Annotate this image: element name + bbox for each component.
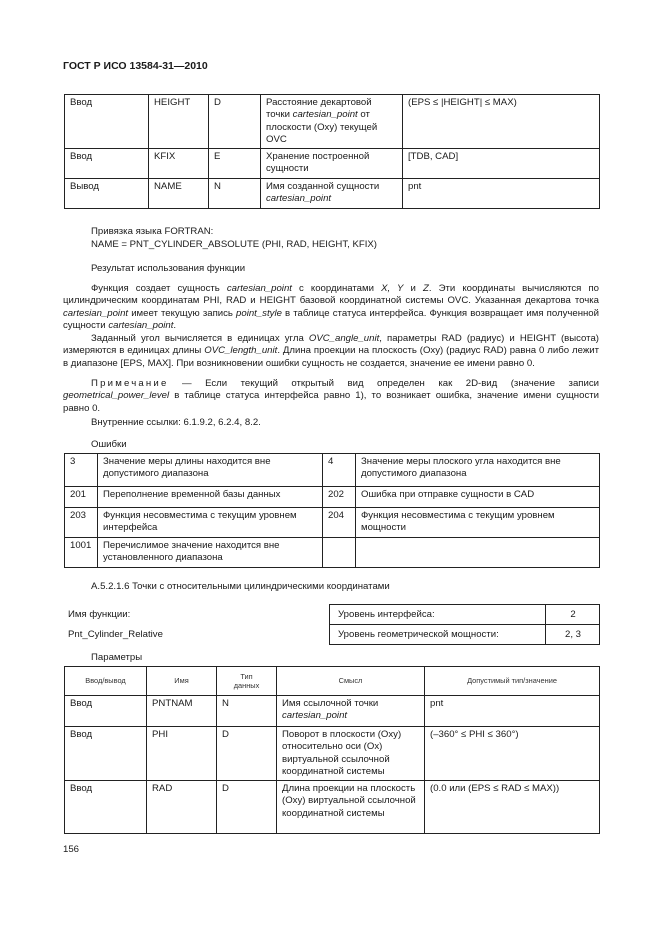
top-parameter-table	[64, 94, 600, 209]
table-row	[65, 95, 600, 149]
text: , параметры RAD (радиус) и HEIGHT (высота) измеряются в единицах длины	[63, 332, 599, 357]
paragraph-1	[63, 283, 599, 333]
text: Функция создает сущность	[91, 283, 227, 294]
table-row	[330, 625, 600, 645]
cell-description	[261, 178, 403, 208]
page-number: 156	[63, 844, 80, 855]
table-row	[65, 780, 600, 833]
desc-italic: cartesian_point	[292, 109, 358, 121]
body-text	[63, 283, 599, 370]
function-name-value: Pnt_Cylinder_Relative	[68, 629, 163, 640]
error-code: 201	[65, 487, 98, 508]
error-code: 3	[65, 454, 98, 487]
cell-direction: Ввод	[65, 148, 149, 178]
cell-type: D	[217, 727, 277, 781]
cell-direction: Ввод	[65, 780, 147, 833]
binding-signature: NAME = PNT_CYLINDER_ABSOLUTE (PHI, RAD, HEIGHT, KFIX)	[91, 239, 378, 250]
text: с координатами	[291, 283, 382, 294]
italic-term: Z	[422, 283, 429, 294]
error-message: Значение меры плоского угла находится вне допустимого диапазона	[356, 454, 600, 487]
interface-level-value: 2	[546, 605, 600, 625]
error-message	[356, 538, 600, 568]
cell-name: KFIX	[149, 148, 209, 178]
desc-italic: cartesian_point	[266, 193, 332, 205]
cell-type: E	[209, 148, 261, 178]
cell-type: N	[217, 696, 277, 727]
table-row	[65, 178, 600, 208]
text: в таблице статуса интерфейса. Функция возвращает имя полученной сущности	[63, 307, 599, 332]
cell-direction: Ввод	[65, 95, 149, 149]
table-row	[65, 487, 600, 508]
error-code: 1001	[65, 538, 98, 568]
cell-range: pnt	[425, 696, 600, 727]
error-message: Значение меры длины находится вне допустимого диапазона	[98, 454, 323, 487]
result-heading: Результат использования функции	[91, 263, 246, 274]
text: — Если текущий открытый вид определен как 2D-вид (значение записи	[168, 378, 599, 389]
italic-term: cartesian_point	[226, 283, 292, 294]
cell-range: pnt	[403, 178, 600, 208]
column-header: Тип данных	[217, 667, 277, 696]
column-header: Смысл	[277, 667, 425, 696]
table-header-row	[65, 667, 600, 696]
text: и	[403, 283, 423, 294]
italic-term: X, Y	[381, 283, 404, 294]
error-message: Ошибка при отправке сущности в CAD	[356, 487, 600, 508]
errors-heading: Ошибки	[91, 439, 127, 450]
binding-label: Привязка языка FORTRAN:	[91, 226, 214, 237]
italic-term: OVC_length_unit	[204, 345, 278, 357]
cell-range: (EPS ≤ |HEIGHT| ≤ MAX)	[403, 95, 600, 149]
cell-direction: Ввод	[65, 727, 147, 781]
cell-name: NAME	[149, 178, 209, 208]
table-row	[65, 727, 600, 781]
params-heading: Параметры	[91, 652, 143, 663]
error-code: 204	[323, 508, 356, 538]
power-level-label: Уровень геометрической мощности:	[330, 625, 546, 645]
error-code: 202	[323, 487, 356, 508]
italic-term: cartesian_point	[63, 307, 129, 319]
text: в таблице статуса интерфейса равно 1), то возникает ошибка, значение имени сущности равно 0.	[63, 390, 599, 414]
desc-italic: cartesian_point	[282, 710, 348, 722]
note-paragraph	[63, 378, 599, 415]
italic-term: geometrical_power_level	[63, 390, 170, 402]
function-name-label: Имя функции:	[68, 609, 131, 620]
cell-range: (–360° ≤ PHI ≤ 360°)	[425, 727, 600, 781]
desc-text: Хранение построенной сущности	[266, 150, 370, 175]
internal-refs: Внутренние ссылки: 6.1.9.2, 6.2.4, 8.2.	[91, 417, 261, 428]
column-header: Имя	[147, 667, 217, 696]
parameters-table	[64, 666, 600, 834]
cell-name: HEIGHT	[149, 95, 209, 149]
italic-term: point_style	[236, 307, 282, 319]
cell-name: PHI	[147, 727, 217, 781]
desc-text: Расстояние декартовой точки	[266, 97, 372, 121]
cell-name: RAD	[147, 780, 217, 833]
text: .	[173, 320, 177, 332]
error-code: 203	[65, 508, 98, 538]
power-level-value: 2, 3	[546, 625, 600, 645]
error-message: Перечислимое значение находится вне установленного диапазона	[98, 538, 323, 568]
cell-name: PNTNAM	[147, 696, 217, 727]
desc-text: Имя созданной сущности	[266, 180, 380, 192]
table-row	[65, 508, 600, 538]
cell-description: Поворот в плоскости (Oxy) относительно оси (Ox) виртуальной ссылочной координатной системы	[277, 727, 425, 781]
table-row	[65, 454, 600, 487]
table-row	[65, 696, 600, 727]
cell-range: [TDB, CAD]	[403, 148, 600, 178]
column-header: Ввод/вывод	[65, 667, 147, 696]
interface-level-label: Уровень интерфейса:	[330, 605, 546, 625]
table-row	[330, 605, 600, 625]
cell-description	[277, 696, 425, 727]
note	[63, 378, 599, 415]
cell-type: D	[217, 780, 277, 833]
error-message: Функция несовместима с текущим уровнем мощности	[356, 508, 600, 538]
column-header: Допустимый тип/значение	[425, 667, 600, 696]
cell-description	[261, 95, 403, 149]
cell-range: (0.0 или (EPS ≤ RAD ≤ MAX))	[425, 780, 600, 833]
table-row	[65, 148, 600, 178]
text: . Длина проекции на плоскость (Oxy) (радиус RAD) равна 0 либо лежит в диапазоне [EPS, MAX]. При возникновении ошибки сущность не создается, значение ее имени равно 0.	[63, 345, 599, 369]
italic-term: cartesian_point	[108, 320, 174, 332]
desc-text: Имя ссылочной точки	[282, 698, 379, 709]
document-header: ГОСТ Р ИСО 13584-31—2010	[63, 60, 208, 72]
paragraph-2	[63, 333, 599, 370]
italic-term: OVC_angle_unit	[308, 332, 380, 344]
errors-table	[64, 453, 600, 568]
error-code	[323, 538, 356, 568]
cell-type: D	[209, 95, 261, 149]
text: Заданный угол вычисляется в единицах угла	[91, 332, 309, 344]
section-title: A.5.2.1.6 Точки с относительными цилиндрическими координатами	[91, 581, 390, 592]
error-message: Переполнение временной базы данных	[98, 487, 323, 508]
cell-direction: Вывод	[65, 178, 149, 208]
cell-description	[261, 148, 403, 178]
text: имеет текущую запись	[128, 307, 237, 319]
desc-text: от плоскости (Oxy) текущей OVC	[266, 109, 378, 146]
cell-type: N	[209, 178, 261, 208]
error-message: Функция несовместима с текущим уровнем интерфейса	[98, 508, 323, 538]
note-label: Примечание	[91, 378, 169, 389]
cell-description: Длина проекции на плоскость (Oxy) виртуальной ссылочной координатной системы	[277, 780, 425, 833]
function-levels-table	[329, 604, 600, 645]
cell-direction: Ввод	[65, 696, 147, 727]
table-row	[65, 538, 600, 568]
error-code: 4	[323, 454, 356, 487]
text: . Эти координаты вычисляются по цилиндрическим координатам PHI, RAD и HEIGHT базовой координатной системы OVC. Указанная декартова точка	[63, 283, 599, 307]
